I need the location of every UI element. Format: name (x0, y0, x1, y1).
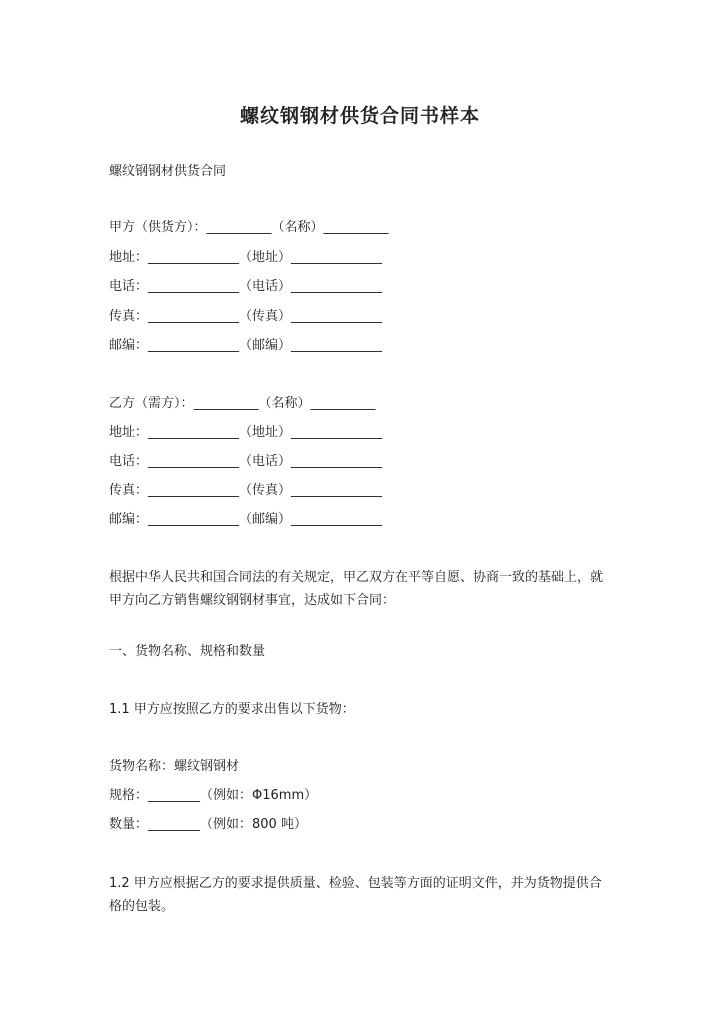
goods-name: 货物名称：螺纹钢钢材 (109, 759, 240, 774)
party-b-header: 乙方（需方）：__________（名称）__________ (109, 396, 376, 411)
clause-1-1: 1.1 甲方应按照乙方的要求出售以下货物： (109, 702, 355, 717)
party-a-phone: 电话：______________（电话）______________ (109, 279, 383, 294)
party-b-address: 地址：______________（地址）______________ (109, 425, 383, 440)
goods-spec: 规格：________（例如：Φ16mm） (109, 788, 318, 803)
party-a-address: 地址：______________（地址）______________ (109, 250, 383, 265)
party-b-fax: 传真：______________（传真）______________ (109, 483, 383, 498)
preamble-paragraph: 根据中华人民共和国合同法的有关规定，甲乙双方在平等自愿、协商一致的基础上，就甲方向乙方销售螺纹钢钢材事宜，达成如下合同： (109, 570, 604, 608)
document-title: 螺纹钢钢材供货合同书样本 (239, 105, 480, 127)
contract-subtitle: 螺纹钢钢材供货合同 (109, 164, 227, 179)
goods-quantity: 数量：________（例如：800 吨） (109, 817, 307, 832)
party-a-postcode: 邮编：______________（邮编）______________ (109, 338, 383, 353)
clause-1-2: 1.2 甲方应根据乙方的要求提供质量、检验、包装等方面的证明文件，并为货物提供合格的包装。 (109, 876, 602, 914)
party-b-postcode: 邮编：______________（邮编）______________ (109, 512, 383, 527)
party-a-fax: 传真：______________（传真）______________ (109, 309, 383, 324)
party-a-header: 甲方（供货方）：__________（名称）__________ (109, 220, 389, 235)
section-1-heading: 一、货物名称、规格和数量 (109, 644, 266, 659)
party-b-phone: 电话：______________（电话）______________ (109, 454, 383, 469)
